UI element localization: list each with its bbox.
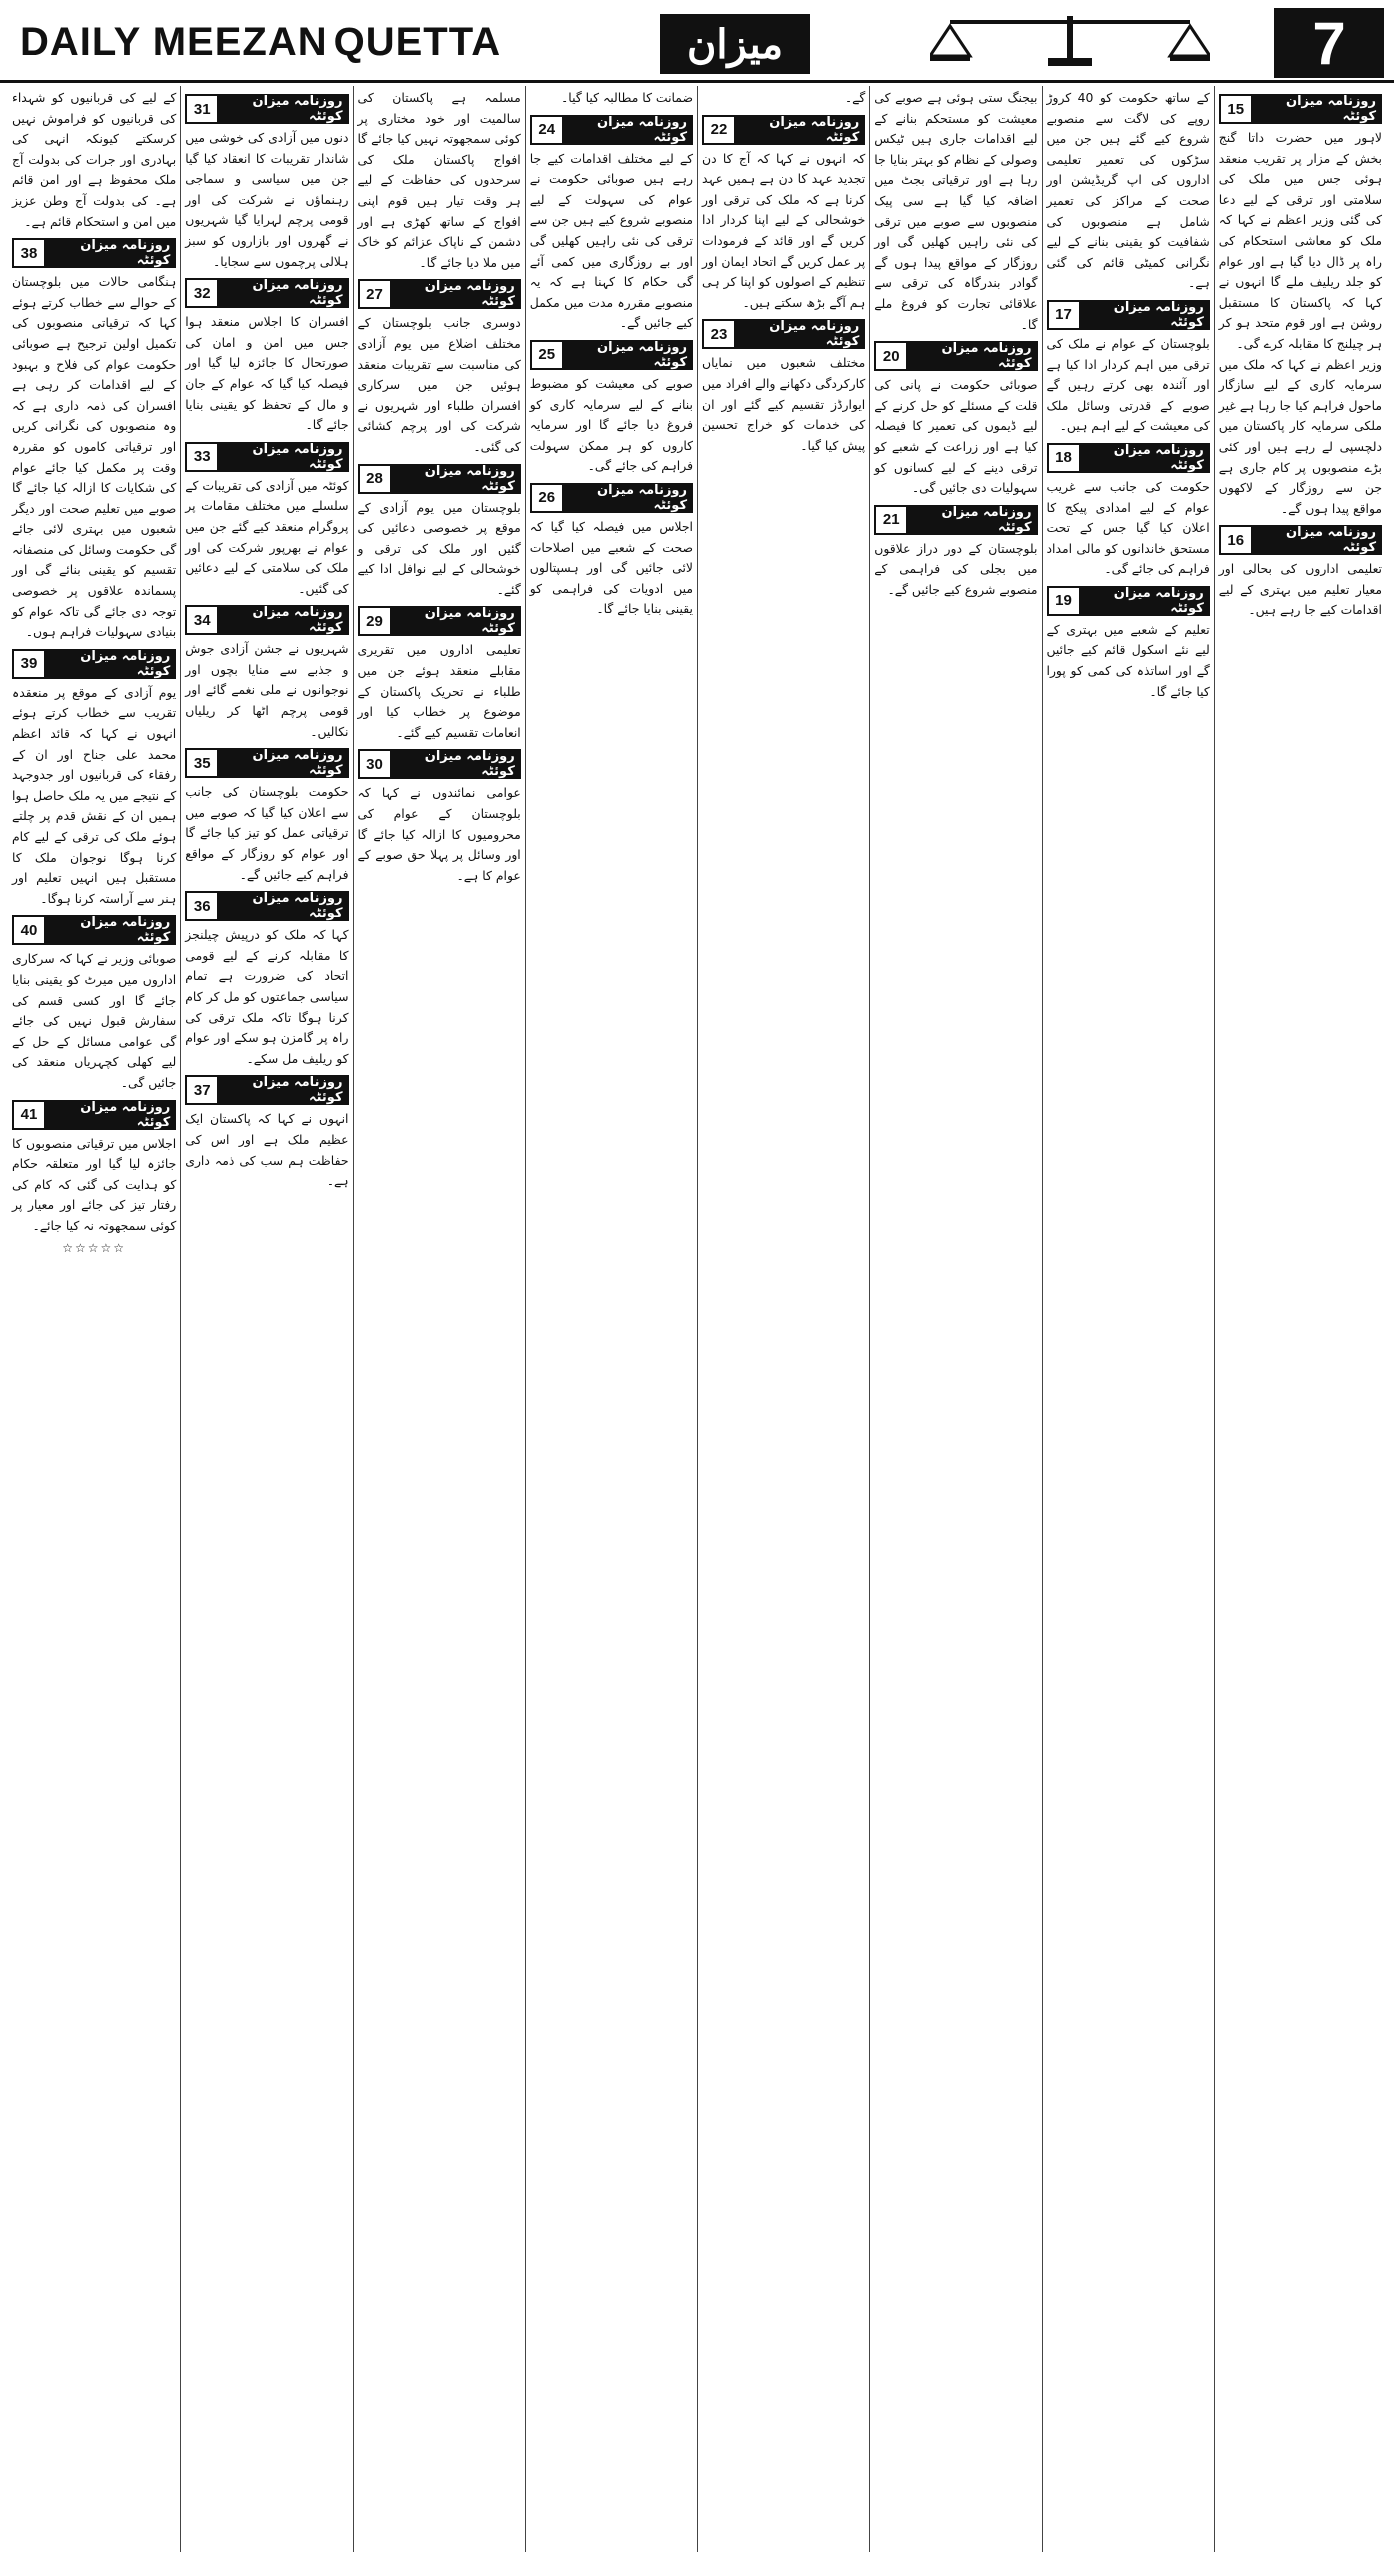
continuation-number: 28 bbox=[358, 464, 392, 494]
article-text: اجلاس میں ترقیاتی منصوبوں کا جائزہ لیا گیا اور متعلقہ حکام کو ہدایت کی گئی کہ کام کی رفتار تیز کی جائے اور معیار پر کوئی سمجھوتہ نہ کیا جائے۔ bbox=[12, 1135, 177, 1233]
article-text: بیجنگ ستی ہوئی ہے صوبے کی معیشت کو مستحکم بنانے کے لیے اقدامات جاری ہیں ٹیکس وصولی کے نظام کو بہتر بنایا جا رہا ہے اور ترقیاتی بجٹ میں اضافہ کیا گیا ہے سی پیک منصوبوں سے صوبے میں ترقی کی نئی راہیں کھلیں گی اور روزگار کے مواقع پیدا ہوں گے گوادر بندرگاہ کی ترقی سے علاقائی تجارت کو فروغ ملے گا۔ bbox=[874, 90, 1038, 332]
continuation-tag bbox=[874, 341, 1037, 371]
continuation-label: روزنامہ میزان کوئٹہ bbox=[219, 748, 348, 778]
continuation-number: 23 bbox=[702, 319, 736, 349]
article-text: صوبائی وزیر نے کہا کہ سرکاری اداروں میں میرٹ کو یقینی بنایا جائے گا اور کسی قسم کی سفارش قبول نہیں کی جائے گی عوامی مسائل کے حل کے لیے کھلی کچہریاں منعقد کی جائیں گی۔ bbox=[12, 951, 177, 1090]
news-column bbox=[525, 86, 697, 2552]
article-text: تعلیمی اداروں میں تقریری مقابلے منعقد ہوئے جن میں طلباء نے تحریک پاکستان کے موضوع پر خطاب کیا اور انعامات تقسیم کیے گئے۔ bbox=[357, 642, 521, 740]
continuation-label: روزنامہ میزان کوئٹہ bbox=[219, 605, 348, 635]
article-text: کے لیے مختلف اقدامات کیے جا رہے ہیں صوبائی حکومت نے عوام کی سہولت کے لیے منصوبے شروع کیے ہیں جن سے ترقی کی نئی راہیں کھلیں گی اور بے روزگاری میں کمی آئے گی حکام کا کہنا ہے کہ یہ منصوبے مقررہ مدت میں مکمل کیے جائیں گے۔ bbox=[529, 150, 693, 331]
continuation-number: 36 bbox=[185, 891, 219, 921]
masthead-title bbox=[20, 20, 501, 65]
continuation-label: روزنامہ میزان کوئٹہ bbox=[46, 238, 176, 268]
continuation-number: 37 bbox=[185, 1075, 219, 1105]
article-text: کہا کہ ملک کو درپیش چیلنجز کا مقابلہ کرنے کے لیے قومی اتحاد کی ضرورت ہے تمام سیاسی جماعتوں کو مل کر کام کرنا ہوگا تاکہ ملک ترقی کی راہ پر گامزن ہو سکے اور عوام کو ریلیف مل سکے۔ bbox=[185, 927, 349, 1066]
article-text: مسلمہ ہے پاکستان کی سالمیت اور خود مختاری پر کوئی سمجھوتہ نہیں کیا جائے گا افواج پاکستان ملک کی سرحدوں کی حفاظت کے لیے ہر وقت تیار ہیں قوم اپنی افواج کے ساتھ کھڑی ہے اور دشمن کے ناپاک عزائم کو خاک میں ملا دیا جائے گا۔ bbox=[357, 90, 521, 270]
continuation-tag bbox=[358, 464, 521, 494]
continuation-label: روزنامہ میزان کوئٹہ bbox=[219, 442, 348, 472]
continuation-tag bbox=[1219, 525, 1382, 555]
article-text: بلوچستان کے عوام نے ملک کی ترقی میں اہم کردار ادا کیا ہے اور آئندہ بھی کرتے رہیں گے صوبے کے قدرتی وسائل ملک کی معیشت کے لیے اہم ہیں۔ bbox=[1046, 335, 1210, 434]
news-column bbox=[8, 86, 180, 2552]
news-column bbox=[1042, 86, 1214, 2552]
news-column bbox=[1214, 86, 1386, 2552]
news-columns bbox=[8, 86, 1386, 2552]
article-text: عوامی نمائندوں نے کہا کہ بلوچستان کے عوام کی محرومیوں کا ازالہ کیا جائے گا اور وسائل پر پہلا حق صوبے کے عوام کا ہے۔ bbox=[357, 785, 521, 883]
continuation-label: روزنامہ میزان کوئٹہ bbox=[908, 505, 1037, 535]
continuation-label: روزنامہ میزان کوئٹہ bbox=[564, 483, 693, 513]
continuation-label: روزنامہ میزان کوئٹہ bbox=[46, 1100, 176, 1130]
article-text: حکومت بلوچستان کی جانب سے اعلان کیا گیا کہ صوبے میں ترقیاتی عمل کو تیز کیا جائے گا اور عوام کو روزگار کے مواقع فراہم کیے جائیں گے۔ bbox=[185, 784, 349, 882]
article-text: کے ساتھ حکومت کو 40 کروڑ روپے کی لاگت سے منصوبے شروع کیے گئے ہیں جن میں سڑکوں کی تعمیر تعلیمی اداروں کی اپ گریڈیشن اور صحت کے مراکز کی تعمیر شامل ہے منصوبوں کی شفافیت کو یقینی بنانے کے لیے نگرانی کمیٹی قائم کی گئی ہے۔ bbox=[1046, 90, 1210, 291]
continuation-tag bbox=[185, 1075, 348, 1105]
news-column bbox=[353, 86, 525, 2552]
article-text: لاہور میں حضرت داتا گنج بخش کے مزار پر تقریب منعقد ہوئی جس میں ملک کی سلامتی اور ترقی کے لیے دعا کی گئی وزیر اعظم نے کہا کہ ملک کو معاشی استحکام کی راہ پر ڈال دیا گیا ہے اور عوام کو جلد ریلیف ملے گا انہوں نے کہا کہ پاکستان کا مستقبل روشن ہے اور قوم متحد ہو کر ہر چیلنج کا مقابلہ کرے گی۔ bbox=[1218, 130, 1382, 351]
continuation-label: روزنامہ میزان کوئٹہ bbox=[1081, 300, 1210, 330]
continuation-tag bbox=[185, 442, 348, 472]
continuation-label: روزنامہ میزان کوئٹہ bbox=[736, 115, 865, 145]
continuation-label: روزنامہ میزان کوئٹہ bbox=[392, 464, 521, 494]
continuation-number: 22 bbox=[702, 115, 736, 145]
continuation-label: روزنامہ میزان کوئٹہ bbox=[736, 319, 865, 349]
continuation-tag bbox=[1047, 443, 1210, 473]
continuation-number: 34 bbox=[185, 605, 219, 635]
continuation-number: 16 bbox=[1219, 525, 1253, 555]
continuation-tag bbox=[358, 606, 521, 636]
continuation-label: روزنامہ میزان کوئٹہ bbox=[1081, 443, 1210, 473]
article-text: ہنگامی حالات میں بلوچستان کے حوالے سے خطاب کرتے ہوئے کہا کہ ترقیاتی منصوبوں کی تکمیل اولین ترجیح ہے صوبائی حکومت عوام کی فلاح و بہبود کے لیے اقدامات کر رہی ہے افسران کی ذمہ داری ہے کہ وہ منصوبوں کی نگرانی کریں اور ترقیاتی کاموں کو مقررہ وقت پر مکمل کیا جائے عوام کی شکایات کا ازالہ کیا جائے گا صوبے میں تعلیم صحت اور دیگر شعبوں میں بہتری لائی جائے گی حکومت وسائل کی منصفانہ تقسیم کو یقینی بنائے گی اور پسماندہ علاقوں پر خصوصی توجہ دی جائے گی تاکہ عوام کو بنیادی سہولیات فراہم ہوں۔ bbox=[12, 274, 177, 640]
continuation-tag bbox=[358, 749, 521, 779]
end-stars: ☆☆☆☆☆ bbox=[62, 1240, 127, 1255]
continuation-tag bbox=[702, 115, 865, 145]
continuation-tag bbox=[185, 278, 348, 308]
continuation-label: روزنامہ میزان کوئٹہ bbox=[1253, 94, 1382, 124]
continuation-number: 19 bbox=[1047, 586, 1081, 616]
article-text: صوبے کی معیشت کو مضبوط بنانے کے لیے سرمایہ کاری کو فروغ دیا جائے گا اور سرمایہ کاروں کو ہر ممکن سہولت فراہم کی جائے گی۔ bbox=[529, 375, 693, 474]
continuation-tag bbox=[12, 238, 176, 268]
article-text: ضمانت کا مطالبہ کیا گیا۔ bbox=[561, 90, 693, 105]
article-text: افسران کا اجلاس منعقد ہوا جس میں امن و امان کی صورتحال کا جائزہ لیا گیا اور فیصلہ کیا گیا کہ عوام کے جان و مال کے تحفظ کو یقینی بنایا جائے گا۔ bbox=[185, 314, 349, 433]
continuation-number: 20 bbox=[874, 341, 908, 371]
continuation-number: 31 bbox=[185, 94, 219, 124]
article-text: کے لیے کی قربانیوں کو شہداء کی قربانیوں کو فراموش نہیں کرسکتے کیونکہ انہی کی بہادری اور جرات کی بدولت آج ملک محفوظ ہے اور امن قائم ہے۔ کی بدولت آج وطن عزیز میں امن و استحکام قائم ہے۔ bbox=[12, 90, 177, 229]
continuation-label: روزنامہ میزان کوئٹہ bbox=[564, 340, 693, 370]
continuation-number: 38 bbox=[12, 238, 46, 268]
continuation-number: 17 bbox=[1047, 300, 1081, 330]
article-text: تعلیمی اداروں کی بحالی اور معیار تعلیم میں بہتری کے لیے اقدامات کیے جا رہے ہیں۔ bbox=[1218, 561, 1382, 618]
article-text: یوم آزادی کے موقع پر منعقدہ تقریب سے خطاب کرتے ہوئے انہوں نے کہا کہ قائد اعظم محمد علی جناح اور ان کے رفقاء کی قربانیوں اور جدوجہد کے نتیجے میں یہ ملک حاصل ہوا ہمیں ان کے نقش قدم پر چلتے ہوئے ملک کی ترقی کے لیے کام کرنا ہوگا نوجوان ملک کا مستقبل ہیں انہیں تعلیم اور ہنر سے آراستہ کرنا ہوگا۔ bbox=[12, 684, 177, 906]
news-column bbox=[697, 86, 869, 2552]
article-text: اجلاس میں فیصلہ کیا گیا کہ صحت کے شعبے میں اصلاحات لائی جائیں گی اور ہسپتالوں میں ادویات کی فراہمی کو یقینی بنایا جائے گا۔ bbox=[529, 518, 693, 617]
continuation-number: 33 bbox=[185, 442, 219, 472]
header-rule bbox=[0, 80, 1394, 83]
continuation-tag bbox=[1047, 586, 1210, 616]
continuation-number: 32 bbox=[185, 278, 219, 308]
continuation-tag bbox=[358, 279, 521, 309]
continuation-label: روزنامہ میزان کوئٹہ bbox=[219, 1075, 348, 1105]
continuation-tag bbox=[530, 340, 693, 370]
news-column bbox=[180, 86, 352, 2552]
continuation-number: 26 bbox=[530, 483, 564, 513]
masthead-title-part2: QUETTA bbox=[333, 20, 502, 64]
continuation-tag bbox=[1047, 300, 1210, 330]
article-text: صوبائی حکومت نے پانی کی قلت کے مسئلے کو حل کرنے کے لیے ڈیموں کی تعمیر کا فیصلہ کیا ہے اور زراعت کے شعبے کو ترقی دینے کے لیے کسانوں کو سہولیات دی جائیں گی۔ bbox=[874, 377, 1038, 496]
continuation-number: 35 bbox=[185, 748, 219, 778]
continuation-label: روزنامہ میزان کوئٹہ bbox=[219, 891, 348, 921]
article-text: دنوں میں آزادی کی خوشی میں شاندار تقریبات کا انعقاد کیا گیا جن میں سیاسی و سماجی رہنماؤں نے شرکت کی اور قومی پرچم لہرایا گیا شہریوں نے گھروں اور بازاروں کو سبز ہلالی پرچموں سے سجایا۔ bbox=[185, 130, 349, 269]
continuation-tag bbox=[874, 505, 1037, 535]
continuation-label: روزنامہ میزان کوئٹہ bbox=[908, 341, 1037, 371]
news-column bbox=[869, 86, 1041, 2552]
continuation-label: روزنامہ میزان کوئٹہ bbox=[219, 94, 348, 124]
article-text: تعلیم کے شعبے میں بہتری کے لیے نئے اسکول قائم کیے جائیں گے اور اساتذہ کی کمی کو پورا کیا جائے گا۔ bbox=[1046, 621, 1210, 699]
continuation-label: روزنامہ میزان کوئٹہ bbox=[46, 649, 176, 679]
continuation-tag bbox=[530, 115, 693, 145]
article-text: بلوچستان میں یوم آزادی کے موقع پر خصوصی دعائیں کی گئیں اور ملک کی ترقی و خوشحالی کے لیے نوافل ادا کیے گئے۔ bbox=[357, 499, 521, 597]
continuation-number: 18 bbox=[1047, 443, 1081, 473]
article-text: بلوچستان کے دور دراز علاقوں میں بجلی کی فراہمی کے منصوبے شروع کیے جائیں گے۔ bbox=[874, 540, 1038, 597]
article-text: کہ انہوں نے کہا کہ آج کا دن تجدید عہد کا دن ہے ہمیں عہد کرنا ہے کہ ملک کی ترقی اور خوشحالی کے لیے اپنا کردار ادا کریں گے اور قائد کے فرمودات پر عمل کریں گے اتحاد ایمان اور تنظیم کے اصولوں کو اپنا کر ہی ہم آگے بڑھ سکتے ہیں۔ bbox=[702, 150, 866, 310]
continuation-label: روزنامہ میزان کوئٹہ bbox=[1081, 586, 1210, 616]
article-text: انہوں نے کہا کہ پاکستان ایک عظیم ملک ہے اور اس کی حفاظت ہم سب کی ذمہ داری ہے۔ bbox=[185, 1111, 349, 1189]
continuation-label: روزنامہ میزان کوئٹہ bbox=[219, 278, 348, 308]
continuation-label: روزنامہ میزان کوئٹہ bbox=[392, 279, 521, 309]
continuation-tag bbox=[185, 605, 348, 635]
continuation-tag bbox=[185, 748, 348, 778]
continuation-tag bbox=[12, 915, 176, 945]
article-text: حکومت کی جانب سے غریب عوام کے لیے امدادی پیکج کا اعلان کیا گیا جس کے تحت مستحق خاندانوں کو مالی امداد فراہم کی جائے گی۔ bbox=[1046, 478, 1210, 577]
continuation-tag bbox=[530, 483, 693, 513]
continuation-label: روزنامہ میزان کوئٹہ bbox=[46, 915, 176, 945]
continuation-tag bbox=[1219, 94, 1382, 124]
page-header bbox=[0, 0, 1394, 80]
article-text: شہریوں نے جشن آزادی جوش و جذبے سے منایا بچوں اور نوجوانوں نے ملی نغمے گائے اور قومی پرچم اٹھا کر ریلیاں نکالیں۔ bbox=[185, 641, 349, 739]
continuation-number: 27 bbox=[358, 279, 392, 309]
continuation-number: 15 bbox=[1219, 94, 1253, 124]
newspaper-logo: میزان bbox=[660, 14, 810, 74]
page-number: 7 bbox=[1274, 8, 1384, 78]
continuation-number: 41 bbox=[12, 1100, 46, 1130]
continuation-tag bbox=[12, 1100, 176, 1130]
article-text: وزیر اعظم نے کہا کہ ملک میں سرمایہ کاری کے لیے سازگار ماحول فراہم کیا جا رہا ہے غیر ملکی سرمایہ کار پاکستان میں دلچسپی لے رہے ہیں اور کئی بڑے منصوبوں پر کام جاری ہے جن سے روزگار کے لاکھوں مواقع پیدا ہوں گے۔ bbox=[1218, 356, 1382, 516]
continuation-number: 25 bbox=[530, 340, 564, 370]
continuation-label: روزنامہ میزان کوئٹہ bbox=[392, 606, 521, 636]
article-text: مختلف شعبوں میں نمایاں کارکردگی دکھانے والے افراد میں ایوارڈز تقسیم کیے گئے اور ان کی خدمات کو خراج تحسین پیش کیا گیا۔ bbox=[702, 355, 866, 453]
continuation-number: 29 bbox=[358, 606, 392, 636]
continuation-number: 39 bbox=[12, 649, 46, 679]
masthead-title-part1: DAILY MEEZAN bbox=[20, 20, 328, 64]
continuation-number: 21 bbox=[874, 505, 908, 535]
article-text: کوئٹہ میں آزادی کی تقریبات کے سلسلے میں مختلف مقامات پر پروگرام منعقد کیے گئے جن میں عوام نے بھرپور شرکت کی اور ملک کی سلامتی کے لیے دعائیں کی گئیں۔ bbox=[185, 477, 349, 596]
article-text: دوسری جانب بلوچستان کے مختلف اضلاع میں یوم آزادی کی مناسبت سے تقریبات منعقد ہوئیں جن میں سرکاری افسران طلباء اور شہریوں نے شرکت کی اور پرچم کشائی کی گئی۔ bbox=[357, 315, 521, 454]
continuation-label: روزنامہ میزان کوئٹہ bbox=[564, 115, 693, 145]
continuation-number: 24 bbox=[530, 115, 564, 145]
continuation-label: روزنامہ میزان کوئٹہ bbox=[1253, 525, 1382, 555]
continuation-label: روزنامہ میزان کوئٹہ bbox=[392, 749, 521, 779]
continuation-tag bbox=[185, 891, 348, 921]
scales-of-justice-icon bbox=[930, 12, 1210, 72]
continuation-tag bbox=[185, 94, 348, 124]
continuation-number: 30 bbox=[358, 749, 392, 779]
continuation-number: 40 bbox=[12, 915, 46, 945]
article-text: گے۔ bbox=[844, 90, 866, 105]
continuation-tag bbox=[12, 649, 176, 679]
continuation-tag bbox=[702, 319, 865, 349]
